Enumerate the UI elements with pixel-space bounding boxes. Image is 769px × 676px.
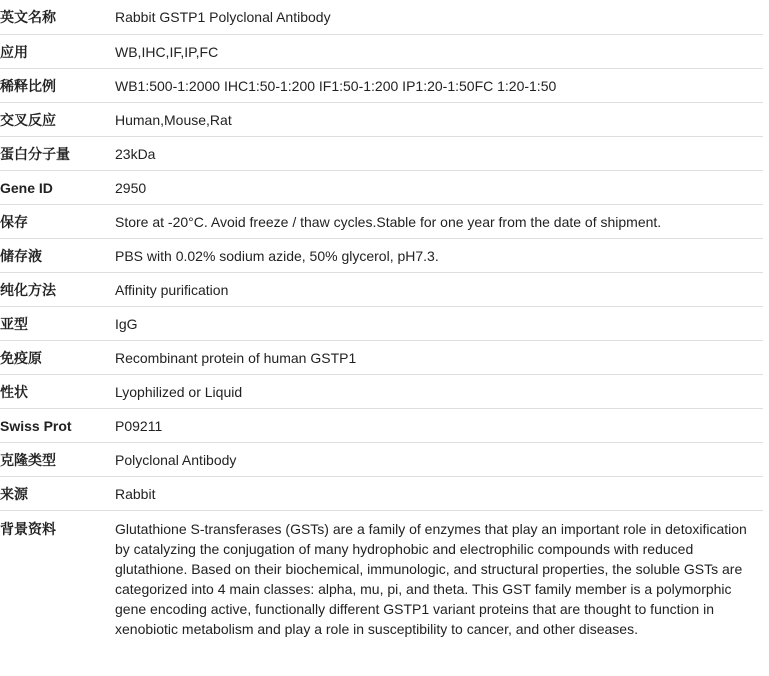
row-clonality — [0, 442, 763, 476]
row-purification — [0, 272, 763, 306]
row-value: Polyclonal Antibody — [115, 442, 763, 476]
row-cross-reactivity — [0, 102, 763, 136]
row-label: Gene ID — [0, 170, 115, 204]
row-label: 克隆类型 — [0, 442, 115, 476]
row-value: Store at -20°C. Avoid freeze / thaw cycles.Stable for one year from the date of shipment. — [115, 204, 763, 238]
row-label: 免疫原 — [0, 340, 115, 374]
row-label: 储存液 — [0, 238, 115, 272]
row-storage — [0, 204, 763, 238]
row-label: 英文名称 — [0, 0, 115, 34]
row-label: 稀释比例 — [0, 68, 115, 102]
row-label: 保存 — [0, 204, 115, 238]
row-value: PBS with 0.02% sodium azide, 50% glycerol, pH7.3. — [115, 238, 763, 272]
row-label: 应用 — [0, 34, 115, 68]
row-swiss-prot — [0, 408, 763, 442]
row-english-name — [0, 0, 763, 34]
row-application — [0, 34, 763, 68]
row-background — [0, 510, 763, 645]
row-buffer — [0, 238, 763, 272]
row-label: 交叉反应 — [0, 102, 115, 136]
row-value: Lyophilized or Liquid — [115, 374, 763, 408]
row-isotype — [0, 306, 763, 340]
row-label: 来源 — [0, 476, 115, 510]
row-label: 背景资料 — [0, 520, 56, 537]
row-host — [0, 476, 763, 510]
row-value: Recombinant protein of human GSTP1 — [115, 340, 763, 374]
row-value: Rabbit GSTP1 Polyclonal Antibody — [115, 0, 763, 34]
row-label: Swiss Prot — [0, 408, 115, 442]
row-molecular-weight — [0, 136, 763, 170]
row-immunogen — [0, 340, 763, 374]
row-dilution — [0, 68, 763, 102]
row-label: 亚型 — [0, 306, 115, 340]
row-value: WB,IHC,IF,IP,FC — [115, 34, 763, 68]
row-value: Glutathione S-transferases (GSTs) are a family of enzymes that play an important role in detoxification by catalyzing the conjugation of many hydrophobic and electrophilic compounds with reduced glutathione. Based on their biochemical, immunologic, and structural properties, the soluble GSTs are categorized into 4 main classes: alpha, mu, pi, and theta. This GST family member is a polymorphic gene encoding active, functionally different GSTP1 variant proteins that are thought to function in xenobiotic metabolism and play a role in susceptibility to cancer, and other diseases. — [115, 520, 747, 637]
row-value: Human,Mouse,Rat — [115, 102, 763, 136]
row-value: IgG — [115, 306, 763, 340]
row-value: Rabbit — [115, 476, 763, 510]
row-value: 23kDa — [115, 136, 763, 170]
row-value: Affinity purification — [115, 272, 763, 306]
row-label: 蛋白分子量 — [0, 136, 115, 170]
row-gene-id — [0, 170, 763, 204]
row-value: P09211 — [115, 408, 763, 442]
row-label: 纯化方法 — [0, 272, 115, 306]
row-value: WB1:500-1:2000 IHC1:50-1:200 IF1:50-1:200 IP1:20-1:50FC 1:20-1:50 — [115, 68, 763, 102]
row-form — [0, 374, 763, 408]
row-value: 2950 — [115, 170, 763, 204]
row-label: 性状 — [0, 374, 115, 408]
